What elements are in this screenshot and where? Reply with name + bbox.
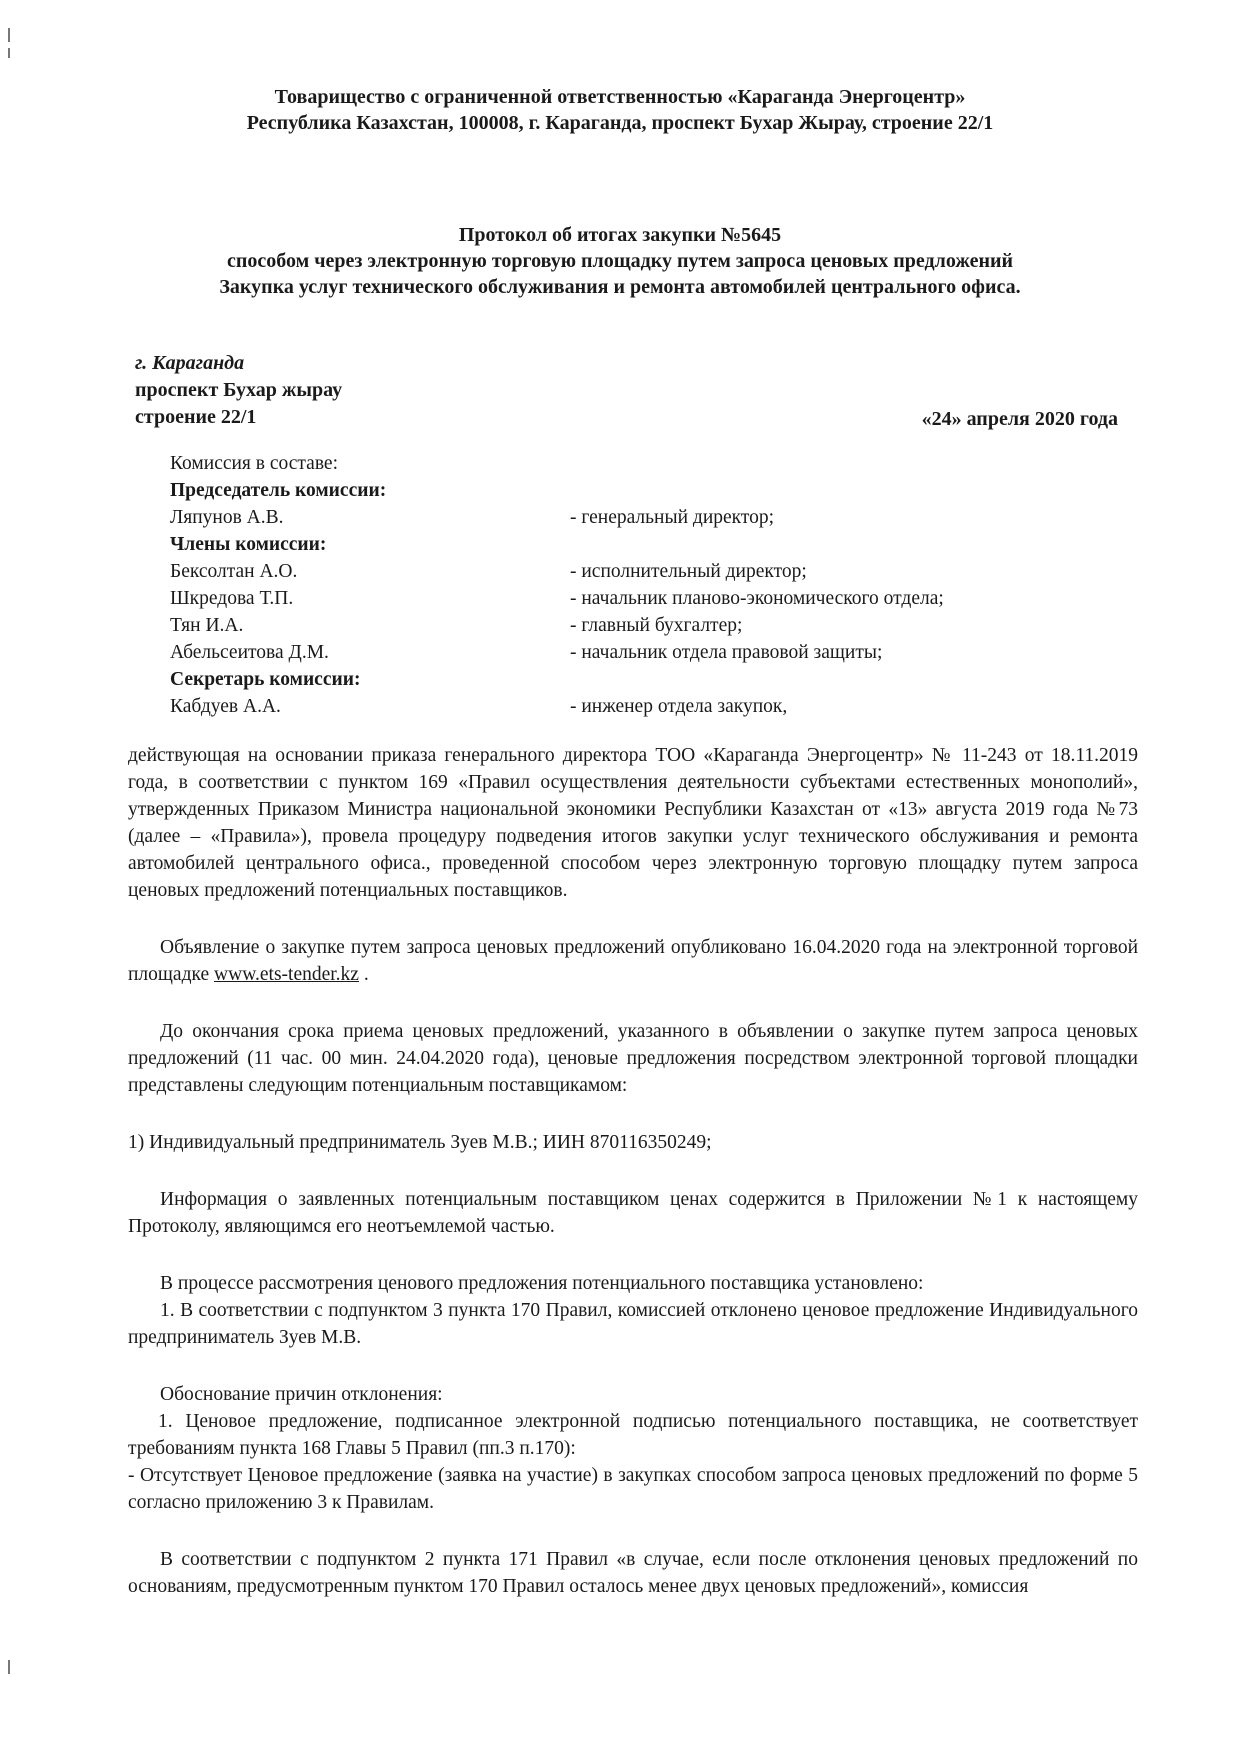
commission-row [170, 612, 1090, 639]
commission-row [170, 558, 1090, 585]
protocol-title [0, 222, 1240, 300]
member-name: Шкредова Т.П. [170, 588, 294, 609]
paragraph-submissions: До окончания срока приема ценовых предложений, указанного в объявлении о закупке путем запроса ценовых предложений (11 час. 00 мин. 24.04.2020 года), ценовые предложения посредством электронной торговой площадки представлены следующим потенциальным поставщикамом: [128, 1021, 1138, 1096]
commission-list [170, 450, 1090, 720]
member-role: - начальник планово-экономического отдела; [570, 588, 944, 609]
scan-artifact [8, 1660, 10, 1674]
member-role: - генеральный директор; [570, 507, 775, 528]
rejection-heading: Обоснование причин отклонения: [160, 1384, 443, 1405]
protocol-number: Протокол об итогах закупки №5645 [458, 224, 782, 246]
secretary-label: Секретарь комиссии: [170, 669, 361, 690]
commission-row [170, 693, 1090, 720]
scan-artifact [8, 28, 10, 42]
commission-intro: Комиссия в составе: [170, 453, 338, 474]
member-role: - главный бухгалтер; [570, 615, 743, 636]
supplier-item: 1) Индивидуальный предприниматель Зуев М.В.; ИИН 870116350249; [128, 1132, 712, 1153]
member-role: - начальник отдела правовой защиты; [570, 642, 883, 663]
commission-row [170, 639, 1090, 666]
company-name: Товарищество с ограниченной ответственностью «Караганда Энергоцентр» [274, 86, 966, 108]
member-name: Тян И.А. [170, 615, 244, 636]
paragraph-basis: действующая на основании приказа генерального директора ТОО «Караганда Энергоцентр» № 11-243 от 18.11.2019 года, в соответствии с пунктом 169 «Правил осуществления деятельности субъектами естественных монополий», утвержденных Приказом Министра национальной экономики Республики Казахстан от «13» августа 2019 года №73 (далее – «Правила»), провела процедуру подведения итогов закупки услуг технического обслуживания и ремонта автомобилей центрального офиса., проведенной способом через электронную торговую площадку путем запроса ценовых предложений потенциальных поставщиков. [128, 745, 1138, 901]
announcement-text: Объявление о закупке путем запроса ценовых предложений опубликовано 16.04.2020 года на электронной торговой площадке [128, 937, 1138, 985]
announcement-end: . [358, 964, 369, 985]
protocol-date: «24» апреля 2020 года [921, 408, 1118, 430]
members-label: Члены комиссии: [170, 534, 327, 555]
company-header [0, 84, 1240, 137]
place-street: проспект Бухар жырау [135, 379, 343, 401]
paragraph-price-info: Информация о заявленных потенциальным поставщиком ценах содержится в Приложении №1 к настоящему Протоколу, являющимся его неотъемлемой частью. [128, 1189, 1138, 1237]
paragraph-announcement [128, 934, 1138, 988]
place-building: строение 22/1 [135, 406, 257, 428]
tender-site-link[interactable]: www.ets-tender.kz [214, 964, 359, 985]
place-city: г. Караганда [135, 352, 245, 374]
company-address: Республика Казахстан, 100008, г. Караганда, проспект Бухар Жырау, строение 22/1 [246, 112, 994, 135]
paragraph-conclusion: В соответствии с подпунктом 2 пункта 171 Правил «в случае, если после отклонения ценовых предложений по основаниям, предусмотренным пунктом 170 Правил осталось менее двух ценовых предложений», комиссия [128, 1549, 1138, 1597]
place-block [135, 350, 342, 431]
review-item: 1. В соответствии с подпунктом 3 пункта 170 Правил, комиссией отклонено ценовое предложение Индивидуального предприниматель Зуев М.В. [128, 1300, 1138, 1348]
procurement-subject: Закупка услуг технического обслуживания и ремонта автомобилей центрального офиса. [219, 276, 1021, 298]
member-name: Абельсеитова Д.М. [170, 642, 329, 663]
member-role: - исполнительный директор; [570, 561, 807, 582]
member-name: Бексолтан А.О. [170, 561, 298, 582]
commission-row [170, 504, 1090, 531]
chair-label: Председатель комиссии: [170, 480, 387, 501]
member-role: - инженер отдела закупок, [570, 696, 788, 717]
protocol-body [128, 742, 1138, 1600]
rejection-detail: - Отсутствует Ценовое предложение (заявка на участие) в закупках способом запроса ценовых предложений по форме 5 согласно приложению 3 к Правилам. [128, 1465, 1138, 1513]
rejection-item: 1. Ценовое предложение, подписанное электронной подписью потенциального поставщика, не соответствует требованиям пункта 168 Главы 5 Правил (пп.3 п.170): [128, 1411, 1138, 1459]
member-name: Кабдуев А.А. [170, 696, 281, 717]
scan-artifact [8, 48, 10, 58]
paragraph-review: В процессе рассмотрения ценового предложения потенциального поставщика установлено: [160, 1273, 924, 1294]
procurement-method: способом через электронную торговую площадку путем запроса ценовых предложений [226, 250, 1014, 272]
commission-row [170, 585, 1090, 612]
member-name: Ляпунов А.В. [170, 507, 284, 528]
